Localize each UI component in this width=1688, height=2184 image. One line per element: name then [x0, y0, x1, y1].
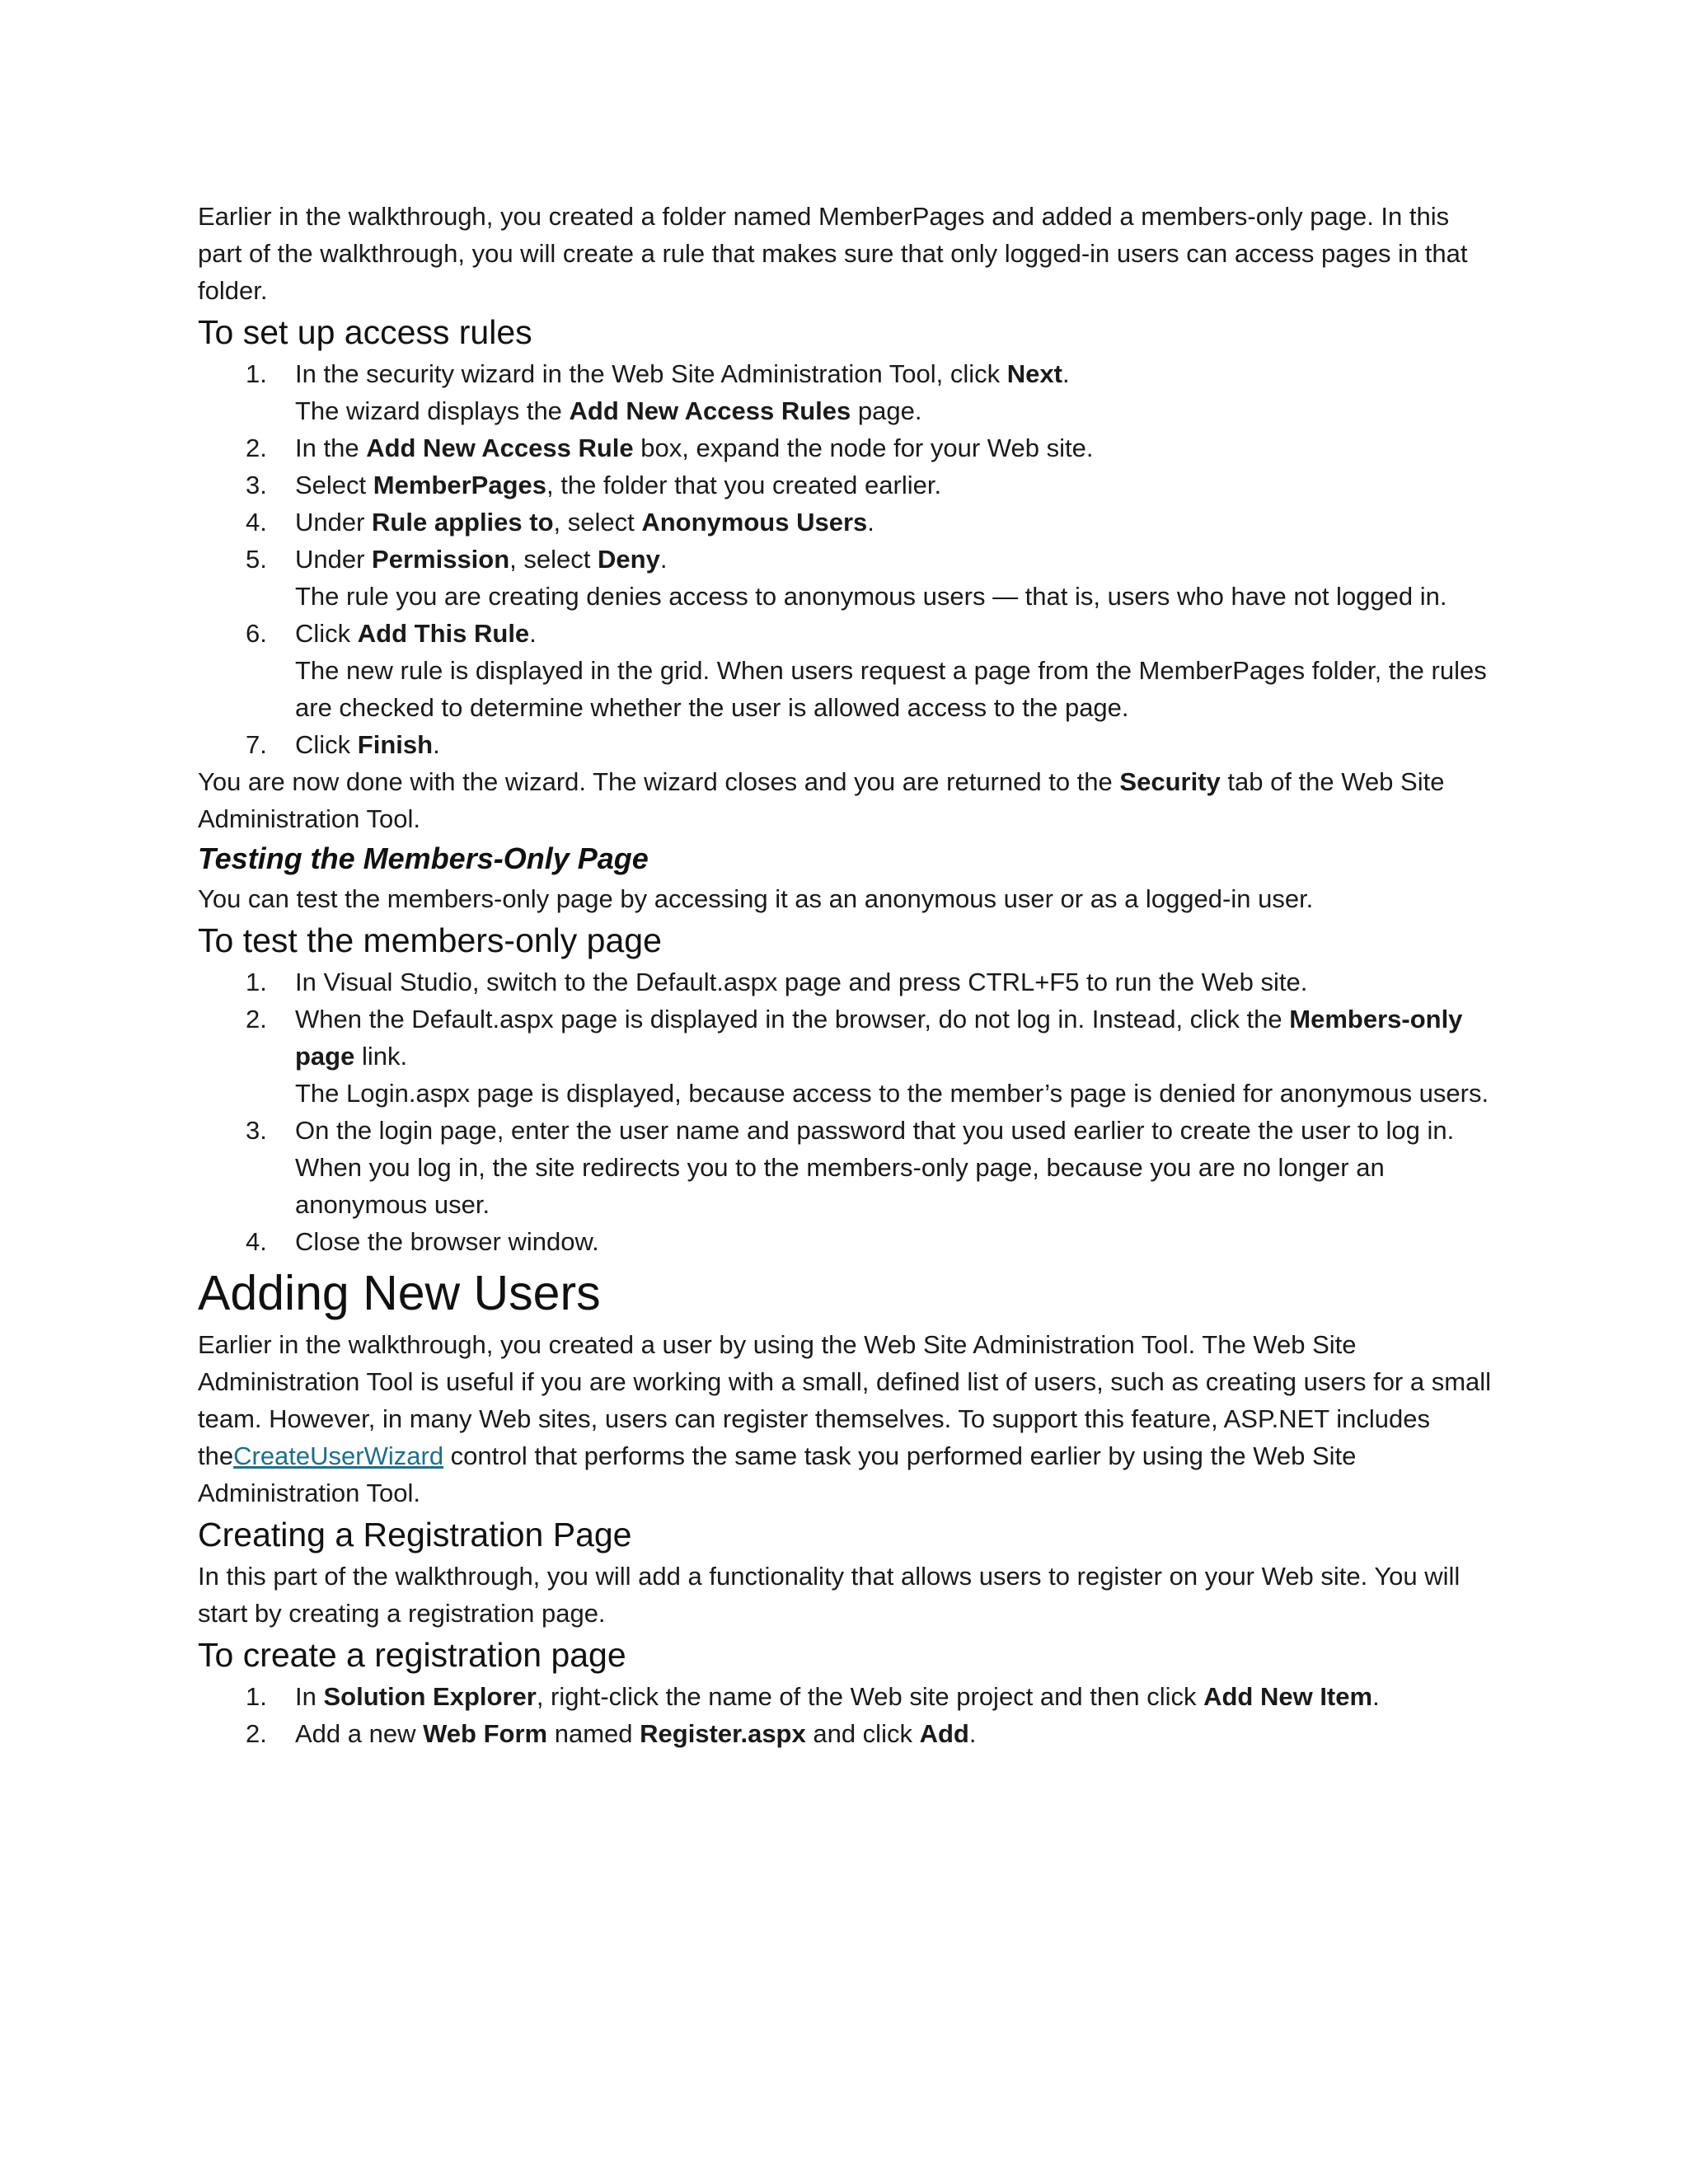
- access-rules-heading: To set up access rules: [198, 313, 532, 351]
- list-item: 2. When the Default.aspx page is displayed in the browser, do not log in. Instead, click the Members-only page link. The Login.aspx page is displayed, because access to the member’s page is denied for anonymous users.: [198, 1001, 1500, 1112]
- registration-heading: Creating a Registration Page: [198, 1516, 632, 1554]
- step-note: The Login.aspx page is displayed, because access to the member’s page is denied for anonymous users.: [295, 1079, 1489, 1108]
- registration-paragraph: In this part of the walkthrough, you will add a functionality that allows users to register on your Web site. You will start by creating a registration page.: [198, 1562, 1461, 1628]
- list-item: 6. Click Add This Rule. The new rule is displayed in the grid. When users request a page from the MemberPages folder, the rules are checked to determine whether the user is allowed access to the page.: [198, 615, 1500, 726]
- test-steps: [198, 963, 1500, 1260]
- step-note: The new rule is displayed in the grid. When users request a page from the MemberPages folder, the rules are checked to determine whether the user is allowed access to the page.: [295, 656, 1487, 722]
- list-item: 3. On the login page, enter the user name and password that you used earlier to create the user to log in. When you log in, the site redirects you to the members-only page, because you are no longer an anonymous user.: [198, 1112, 1500, 1223]
- list-item: 3. Select MemberPages, the folder that you created earlier.: [246, 471, 942, 499]
- adding-users-paragraph: Earlier in the walkthrough, you created a user by using the Web Site Administration Tool. The Web Site Administration Tool is useful if you are working with a small, defined list of users, such as creating users for a small team. However, in many Web sites, users can register themselves. To support this feature, ASP.NET includes theCreateUserWizard control that performs the same task you performed earlier by using the Web Site Administration Tool.: [198, 1330, 1492, 1507]
- testing-heading: Testing the Members-Only Page: [198, 841, 649, 875]
- list-item: 7. Click Finish.: [246, 730, 440, 759]
- create-registration-heading: To create a registration page: [198, 1636, 626, 1674]
- list-item: 2. In the Add New Access Rule box, expand the node for your Web site.: [246, 434, 1094, 462]
- step-note: The rule you are creating denies access to anonymous users — that is, users who have not logged in.: [295, 582, 1447, 611]
- access-rules-steps: [198, 355, 1500, 763]
- list-item: 4. Close the browser window.: [246, 1227, 599, 1256]
- wizard-done-paragraph: You are now done with the wizard. The wizard closes and you are returned to the Security tab of the Web Site Administration Tool.: [198, 767, 1445, 833]
- list-item: 2. Add a new Web Form named Register.aspx and click Add.: [246, 1719, 977, 1748]
- create-registration-steps: [198, 1678, 1500, 1752]
- list-item: 4. Under Rule applies to, select Anonymous Users.: [246, 508, 874, 537]
- document-page: [198, 198, 1500, 1752]
- list-item: 1. In Visual Studio, switch to the Default.aspx page and press CTRL+F5 to run the Web site.: [246, 968, 1308, 996]
- testing-paragraph: You can test the members-only page by accessing it as an anonymous user or as a logged-in user.: [198, 884, 1314, 913]
- step-note: The wizard displays the Add New Access Rules page.: [295, 396, 922, 425]
- step-note: When you log in, the site redirects you to the members-only page, because you are no longer an anonymous user.: [295, 1153, 1385, 1219]
- list-item: 1. In the security wizard in the Web Site Administration Tool, click Next. The wizard displays the Add New Access Rules page.: [198, 355, 1500, 429]
- list-item: 1. In Solution Explorer, right-click the name of the Web site project and then click Add New Item.: [246, 1682, 1380, 1711]
- test-steps-heading: To test the members-only page: [198, 921, 662, 959]
- adding-users-heading: Adding New Users: [198, 1266, 601, 1320]
- createuserwizard-link[interactable]: CreateUserWizard: [233, 1441, 444, 1470]
- intro-paragraph: Earlier in the walkthrough, you created a folder named MemberPages and added a members-only page. In this part of the walkthrough, you will create a rule that makes sure that only logged-in users can access pages in that folder.: [198, 202, 1468, 305]
- list-item: 5. Under Permission, select Deny. The rule you are creating denies access to anonymous users — that is, users who have not logged in.: [198, 541, 1500, 615]
